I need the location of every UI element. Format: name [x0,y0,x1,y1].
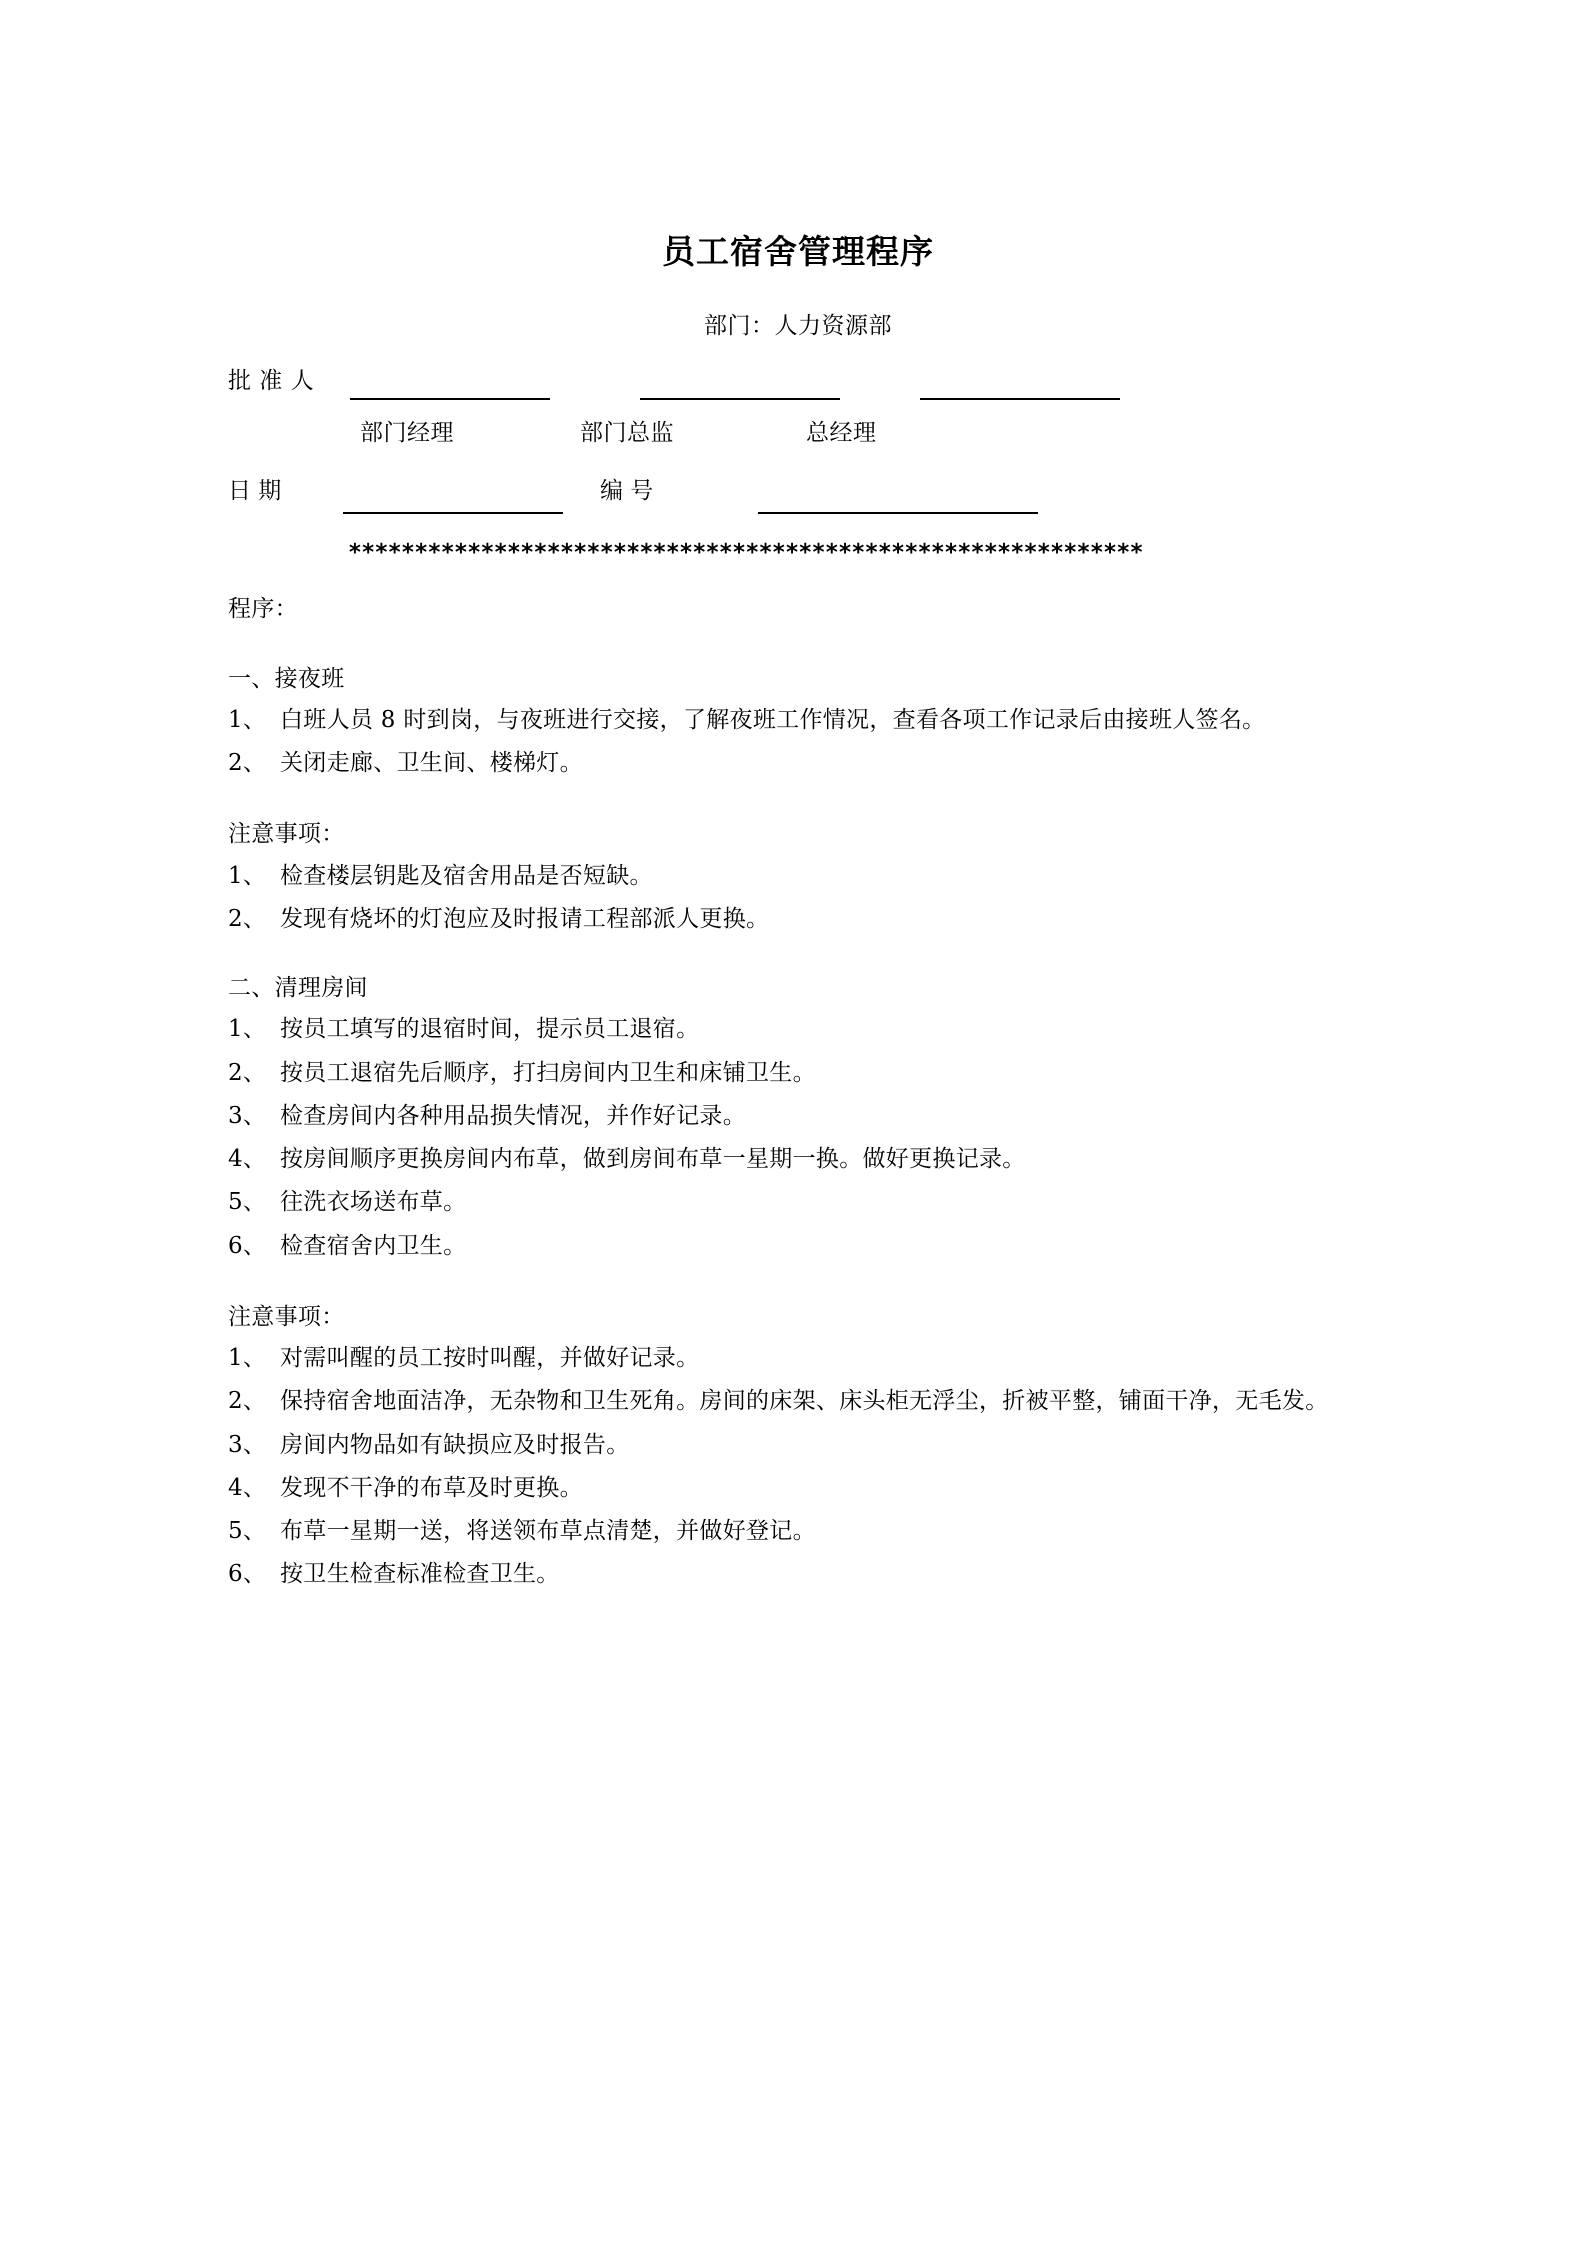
number-fill-line [758,512,1038,514]
section-2-item [228,1007,1368,1048]
item-text: 按卫生检查标准检查卫生。 [280,1561,560,1588]
item-number: 5、 [228,1189,267,1216]
item-text: 往洗衣场送布草。 [280,1189,467,1216]
section-1-notice [228,854,1368,895]
section-2-item [228,1178,1368,1221]
item-number: 6、 [228,1561,267,1588]
signature-line-department-director [640,398,840,400]
role-department-director: 部门总监 [580,419,674,446]
section-1-item [228,739,1368,782]
item-text: 房间内物品如有缺损应及时报告。 [280,1431,630,1458]
signature-line-general-manager [920,398,1120,400]
page-title: 员工宿舍管理程序 [662,232,934,271]
item-text: 按房间顺序更换房间内布草，做到房间布草一星期一换。做好更换记录。 [280,1146,1026,1173]
section-2-notice [228,1550,1368,1593]
item-number: 3、 [228,1431,267,1458]
date-fill-line [343,512,563,514]
date-number-row [228,472,1368,522]
signature-line-department-manager [350,398,550,400]
item-number: 1、 [228,1016,267,1043]
item-text: 布草一星期一送，将送领布草点清楚，并做好登记。 [280,1518,816,1545]
procedure-label: 程序： [228,596,298,623]
approver-role-row [228,414,1368,458]
role-general-manager: 总经理 [806,419,877,446]
section-2-notice [228,1336,1368,1377]
section-2-item [228,1222,1368,1265]
section-2-notice [228,1507,1368,1550]
item-text: 检查楼层钥匙及宿舍用品是否短缺。 [280,862,653,889]
item-number: 2、 [228,750,267,777]
section-2-notice [228,1464,1368,1507]
item-number: 1、 [228,862,267,889]
item-text: 白班人员 8 时到岗，与夜班进行交接，了解夜班工作情况，查看各项工作记录后由接班人签名。 [280,706,1266,733]
item-text: 检查房间内各种用品损失情况，并作好记录。 [280,1102,746,1129]
section-1-item [228,698,1368,739]
number-label: 编 号 [600,477,654,504]
item-text: 发现有烧坏的灯泡应及时报请工程部派人更换。 [280,905,770,932]
section-2-item [228,1092,1368,1135]
section-heading-1: 一、接夜班 [228,665,345,692]
item-number: 4、 [228,1146,267,1173]
item-number: 1、 [228,1345,267,1372]
section-2-notice [228,1421,1368,1464]
item-number: 1、 [228,706,267,733]
section-2-notice [228,1377,1368,1420]
department-line: 部门：人力资源部 [704,312,892,339]
item-number: 5、 [228,1518,267,1545]
section-2-item [228,1049,1368,1092]
item-number: 2、 [228,1059,267,1086]
approver-row [228,362,1368,408]
notice-label-2: 注意事项： [228,1303,345,1330]
section-heading-2: 二、清理房间 [228,975,368,1002]
item-text: 发现不干净的布草及时更换。 [280,1474,583,1501]
item-text: 检查宿舍内卫生。 [280,1232,467,1259]
document-content [228,0,1368,1594]
role-department-manager: 部门经理 [360,419,454,446]
item-text: 对需叫醒的员工按时叫醒，并做好记录。 [280,1345,700,1372]
item-number: 6、 [228,1232,267,1259]
date-label: 日 期 [228,477,282,504]
item-number: 2、 [228,905,267,932]
item-text: 保持宿舍地面洁净，无杂物和卫生死角。房间的床架、床头柜无浮尘，折被平整，铺面干净，无毛发。 [280,1388,1329,1415]
section-2-item [228,1135,1368,1178]
item-number: 3、 [228,1102,267,1129]
item-text: 关闭走廊、卫生间、楼梯灯。 [280,750,583,777]
item-text: 按员工退宿先后顺序，打扫房间内卫生和床铺卫生。 [280,1059,816,1086]
item-number: 4、 [228,1474,267,1501]
item-text: 按员工填写的退宿时间，提示员工退宿。 [280,1016,700,1043]
section-1-notice [228,895,1368,938]
approver-label: 批 准 人 [228,367,315,394]
asterisk-divider: ************************************************************ [348,539,1143,566]
notice-label-1: 注意事项： [228,821,345,848]
item-number: 2、 [228,1388,267,1415]
